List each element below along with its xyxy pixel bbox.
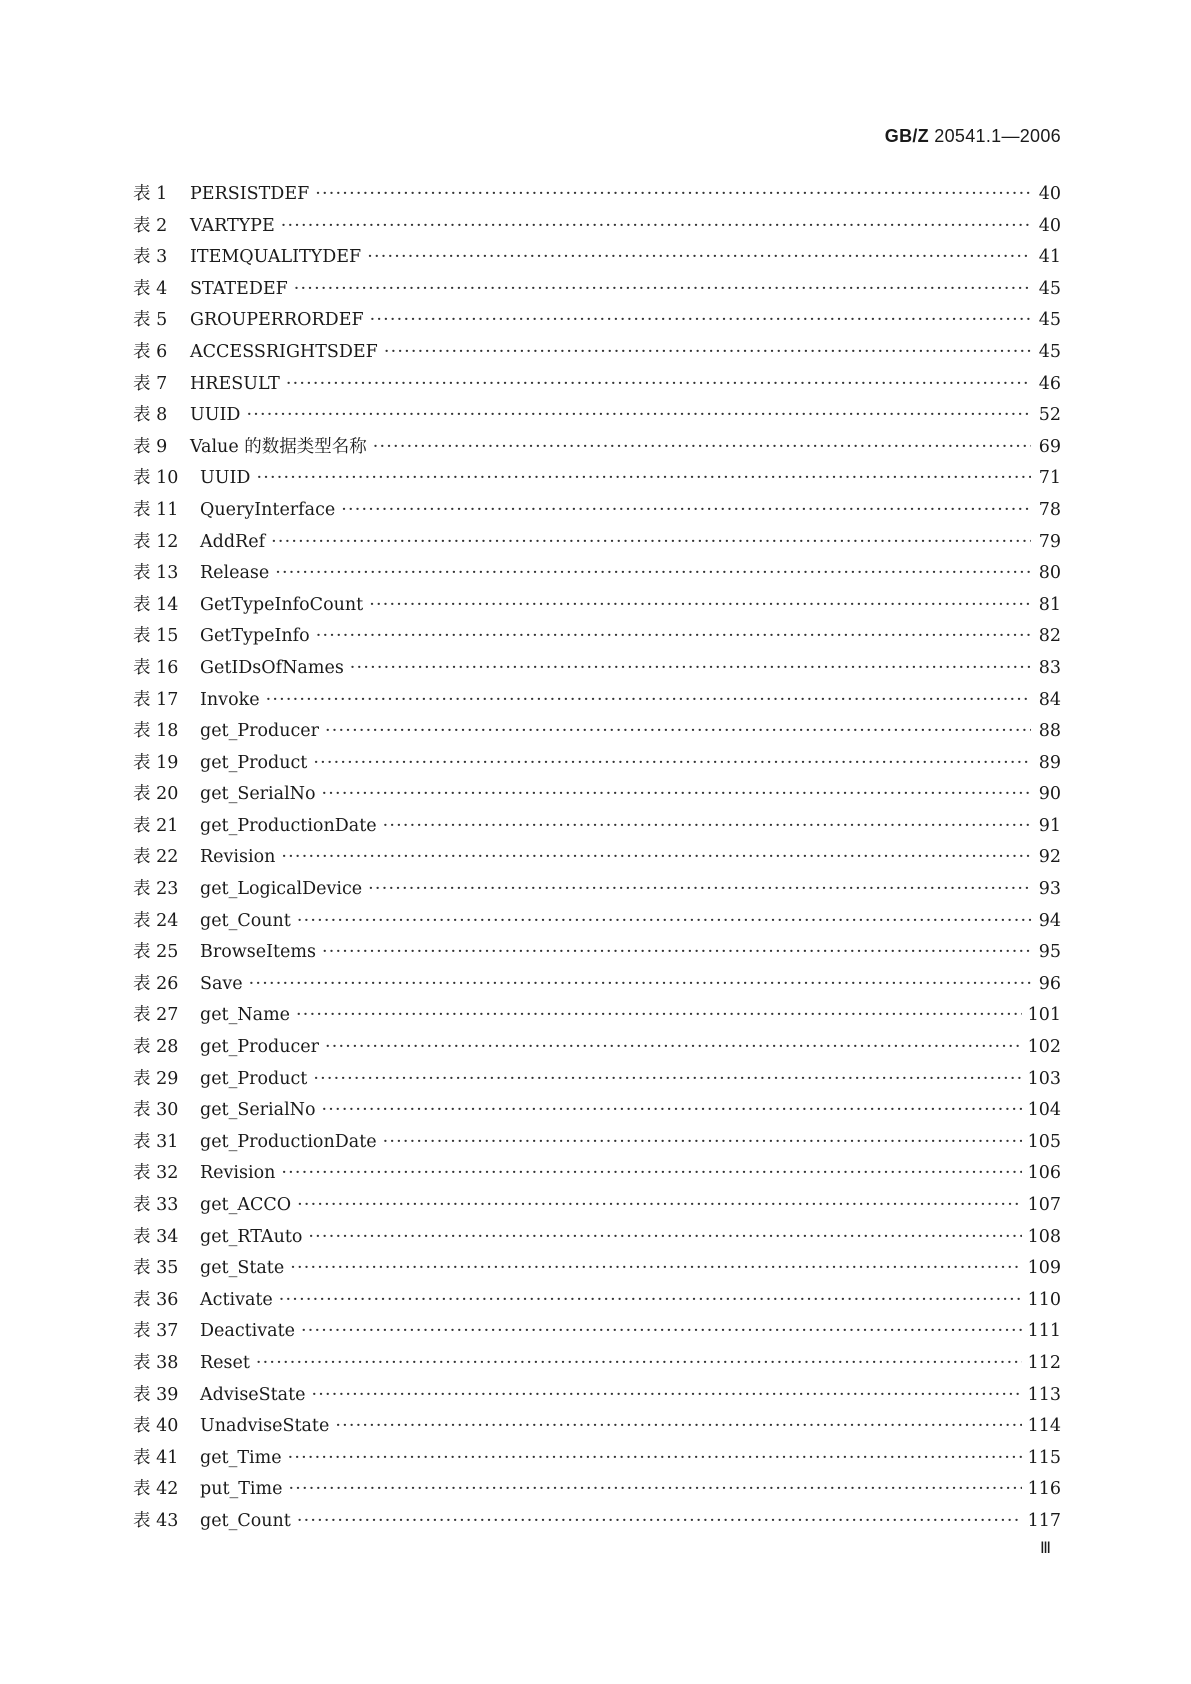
toc-entry-page: 69 <box>1038 436 1061 457</box>
toc-entry-title: get_ProductionDate <box>200 815 377 836</box>
toc-entry-page: 95 <box>1038 942 1061 963</box>
toc-entry-page: 40 <box>1038 184 1061 204</box>
toc-entry[interactable] <box>133 1475 1061 1507</box>
toc-entry-page: 113 <box>1027 1384 1061 1405</box>
dot-leader <box>316 626 1031 646</box>
toc-entry-number: 表 38 <box>133 1352 179 1373</box>
toc-entry-title: get_SerialNo <box>200 784 316 805</box>
toc-entry-title: Revision <box>200 1163 276 1184</box>
toc-entry-number: 表 30 <box>133 1100 179 1121</box>
toc-entry-title: Save <box>200 973 243 994</box>
toc-entry-title: Activate <box>200 1289 273 1310</box>
toc-entry[interactable] <box>133 1286 1061 1318</box>
toc-entry-page: 46 <box>1038 373 1061 394</box>
toc-entry-title: ITEMQUALITYDEF <box>190 247 362 268</box>
dot-leader <box>297 1511 1022 1531</box>
toc-entry-page: 89 <box>1038 752 1061 773</box>
toc-entry-page: 111 <box>1027 1321 1061 1342</box>
toc-entry-number: 表 36 <box>133 1289 179 1310</box>
toc-entry-number: 表 7 <box>133 373 168 394</box>
toc-entry-number: 表 35 <box>133 1258 179 1279</box>
toc-entry-title: get_Count <box>200 1510 291 1531</box>
dot-leader <box>369 595 1031 615</box>
toc-entry[interactable] <box>133 1191 1061 1223</box>
dot-leader <box>315 184 1031 204</box>
dot-leader <box>383 1132 1022 1152</box>
toc-entry-number: 表 41 <box>133 1447 179 1468</box>
toc-entry[interactable] <box>133 243 1061 275</box>
toc-entry[interactable] <box>133 433 1061 465</box>
dot-leader <box>383 816 1031 836</box>
toc-entry-title: Invoke <box>200 689 260 710</box>
toc-entry-number: 表 5 <box>133 310 168 331</box>
toc-entry-page: 112 <box>1027 1352 1061 1373</box>
toc-entry-page: 93 <box>1038 879 1061 900</box>
toc-entry[interactable] <box>133 306 1061 338</box>
toc-entry-title: BrowseItems <box>200 942 316 963</box>
toc-entry[interactable] <box>133 528 1061 560</box>
toc-entry-number: 表 25 <box>133 942 179 963</box>
toc-entry-page: 104 <box>1027 1100 1061 1121</box>
toc-entry-title: get_ProductionDate <box>200 1131 377 1152</box>
toc-entry-title: UnadviseState <box>200 1416 330 1437</box>
toc-entry-number: 表 6 <box>133 341 168 362</box>
toc-entry[interactable] <box>133 686 1061 718</box>
dot-leader <box>286 374 1031 394</box>
dot-leader <box>325 1037 1022 1057</box>
dot-leader <box>256 468 1031 488</box>
toc-entry[interactable] <box>133 780 1061 812</box>
toc-entry-page: 110 <box>1027 1289 1061 1310</box>
toc-entry-page: 90 <box>1038 784 1061 805</box>
toc-entry-number: 表 40 <box>133 1416 179 1437</box>
toc-entry-number: 表 12 <box>133 531 179 552</box>
toc-entry[interactable] <box>133 212 1061 244</box>
toc-entry-page: 102 <box>1027 1037 1061 1058</box>
toc-entry-number: 表 13 <box>133 563 179 584</box>
toc-entry-title: UUID <box>200 468 251 489</box>
toc-entry-title: HRESULT <box>190 373 280 394</box>
dot-leader <box>297 1195 1021 1215</box>
toc-entry-number: 表 14 <box>133 594 179 615</box>
toc-entry[interactable] <box>133 370 1061 402</box>
toc-entry[interactable] <box>133 1223 1061 1255</box>
toc-entry-page: 105 <box>1027 1131 1061 1152</box>
toc-entry-number: 表 20 <box>133 784 179 805</box>
toc-entry[interactable] <box>133 496 1061 528</box>
toc-entry-title: STATEDEF <box>190 278 288 299</box>
toc-entry-page: 45 <box>1038 341 1061 362</box>
toc-entry-page: 106 <box>1027 1163 1061 1184</box>
dot-leader <box>313 1069 1021 1089</box>
dot-leader <box>308 1227 1021 1247</box>
toc-entry-page: 94 <box>1038 910 1061 931</box>
toc-entry-number: 表 28 <box>133 1037 179 1058</box>
toc-entry[interactable] <box>133 1254 1061 1286</box>
toc-entry-number: 表 3 <box>133 247 168 268</box>
toc-entry-title: QueryInterface <box>200 499 336 520</box>
toc-entry[interactable] <box>133 1444 1061 1476</box>
toc-entry-title: Value 的数据类型名称 <box>190 436 367 457</box>
toc-entry-number: 表 8 <box>133 405 168 426</box>
toc-entry-number: 表 16 <box>133 657 179 678</box>
toc-entry[interactable] <box>133 1128 1061 1160</box>
toc-entry-title: get_ACCO <box>200 1195 292 1215</box>
toc-entry-page: 41 <box>1038 247 1061 268</box>
dot-leader <box>367 247 1031 267</box>
toc-entry-number: 表 9 <box>133 436 168 457</box>
toc-entry-page: 82 <box>1038 626 1061 647</box>
toc-entry-title: get_LogicalDevice <box>200 879 363 900</box>
toc-entry-page: 81 <box>1038 594 1061 615</box>
page-number-roman: Ⅲ <box>1039 1540 1051 1557</box>
toc-entry-number: 表 43 <box>133 1510 179 1531</box>
toc-entry[interactable] <box>133 717 1061 749</box>
toc-entry[interactable] <box>133 180 1061 212</box>
dot-leader <box>368 879 1031 899</box>
toc-entry-number: 表 21 <box>133 815 179 836</box>
toc-entry-title: UUID <box>190 405 241 426</box>
dot-leader <box>325 721 1031 741</box>
toc-entry[interactable] <box>133 875 1061 907</box>
dot-leader <box>296 1005 1022 1025</box>
dot-leader <box>312 1385 1022 1405</box>
toc-entry[interactable] <box>133 338 1061 370</box>
toc-entry[interactable] <box>133 622 1061 654</box>
toc-entry-title: get_Product <box>200 752 308 773</box>
toc-entry-number: 表 29 <box>133 1068 179 1089</box>
toc-entry-number: 表 4 <box>133 278 168 299</box>
toc-entry-title: get_RTAuto <box>200 1226 303 1247</box>
dot-leader <box>370 310 1031 330</box>
toc-entry-title: Release <box>200 563 270 584</box>
toc-entry-page: 52 <box>1038 405 1061 426</box>
dot-leader <box>246 405 1031 425</box>
toc-entry[interactable] <box>133 1381 1061 1413</box>
toc-entry-title: get_Product <box>200 1068 308 1089</box>
toc-entry[interactable] <box>133 1349 1061 1381</box>
dot-leader <box>322 784 1031 804</box>
toc-entry-number: 表 31 <box>133 1131 179 1152</box>
toc-entry-page: 103 <box>1027 1068 1061 1089</box>
toc-entry-page: 45 <box>1038 278 1061 299</box>
dot-leader <box>335 1416 1021 1436</box>
dot-leader <box>266 690 1031 710</box>
dot-leader <box>301 1321 1022 1341</box>
toc-entry-number: 表 19 <box>133 752 179 773</box>
toc-entry-title: GetIDsOfNames <box>200 657 344 678</box>
toc-entry[interactable] <box>133 907 1061 939</box>
toc-entry[interactable] <box>133 275 1061 307</box>
toc-entry-title: VARTYPE <box>190 215 275 236</box>
toc-entry-number: 表 32 <box>133 1163 179 1184</box>
toc-entry-page: 116 <box>1027 1479 1061 1500</box>
toc-entry[interactable] <box>133 843 1061 875</box>
toc-entry-page: 45 <box>1038 310 1061 331</box>
standard-code-prefix: GB/Z <box>884 126 929 146</box>
dot-leader <box>313 753 1031 773</box>
dot-leader <box>384 342 1031 362</box>
toc-entry[interactable] <box>133 938 1061 970</box>
toc-entry-page: 115 <box>1027 1447 1061 1468</box>
toc-entry-title: AdviseState <box>200 1384 306 1405</box>
toc-entry-page: 107 <box>1027 1195 1061 1215</box>
toc-entry-page: 114 <box>1027 1416 1061 1437</box>
toc-entry-number: 表 23 <box>133 879 179 900</box>
toc-entry-page: 79 <box>1038 531 1061 552</box>
toc-entry-number: 表 2 <box>133 215 168 236</box>
dot-leader <box>271 532 1031 552</box>
toc-entry-page: 78 <box>1038 499 1061 520</box>
toc-entry-title: get_Time <box>200 1447 282 1468</box>
dot-leader <box>281 1163 1021 1183</box>
toc-entry[interactable] <box>133 401 1061 433</box>
toc-entry[interactable] <box>133 591 1061 623</box>
toc-entry-title: put_Time <box>200 1479 283 1500</box>
toc-entry-title: get_Name <box>200 1005 291 1026</box>
toc-entry-number: 表 26 <box>133 973 179 994</box>
toc-entry-number: 表 42 <box>133 1479 179 1500</box>
standard-code-number: 20541.1—2006 <box>928 126 1061 146</box>
toc-entry-page: 84 <box>1038 689 1061 710</box>
toc-entry[interactable] <box>133 970 1061 1002</box>
toc-entry-page: 96 <box>1038 973 1061 994</box>
toc-entry-page: 117 <box>1027 1510 1061 1531</box>
toc-entry-page: 92 <box>1038 847 1061 868</box>
toc-entry-title: GetTypeInfo <box>200 626 310 647</box>
dot-leader <box>249 974 1031 994</box>
toc-entry-number: 表 27 <box>133 1005 179 1026</box>
toc-entry[interactable] <box>133 812 1061 844</box>
toc-entry-number: 表 22 <box>133 847 179 868</box>
dot-leader <box>350 658 1031 678</box>
toc-entry-page: 108 <box>1027 1226 1061 1247</box>
toc-entry-title: get_Producer <box>200 721 320 742</box>
toc-entry[interactable] <box>133 1507 1061 1539</box>
toc-entry-number: 表 18 <box>133 721 179 742</box>
toc-entry-number: 表 17 <box>133 689 179 710</box>
dot-leader <box>290 1258 1021 1278</box>
table-list <box>133 180 1061 1539</box>
toc-entry-title: Revision <box>200 847 276 868</box>
toc-entry-title: GROUPERRORDEF <box>190 310 364 331</box>
toc-entry-number: 表 11 <box>133 499 179 520</box>
toc-entry[interactable] <box>133 1159 1061 1191</box>
dot-leader <box>275 563 1031 583</box>
dot-leader <box>373 437 1031 457</box>
toc-entry[interactable] <box>133 749 1061 781</box>
toc-entry-number: 表 37 <box>133 1321 179 1342</box>
toc-entry[interactable] <box>133 1065 1061 1097</box>
toc-entry-title: Reset <box>200 1352 250 1373</box>
toc-entry-title: GetTypeInfoCount <box>200 594 364 615</box>
dot-leader <box>288 1479 1021 1499</box>
toc-entry-page: 101 <box>1027 1005 1061 1026</box>
dot-leader <box>288 1448 1022 1468</box>
toc-entry[interactable] <box>133 1033 1061 1065</box>
toc-entry[interactable] <box>133 464 1061 496</box>
toc-entry-title: get_Count <box>200 910 291 931</box>
toc-entry-title: get_Producer <box>200 1037 320 1058</box>
dot-leader <box>281 216 1031 236</box>
toc-entry-number: 表 39 <box>133 1384 179 1405</box>
toc-entry-number: 表 1 <box>133 184 168 204</box>
toc-entry-page: 91 <box>1038 815 1061 836</box>
dot-leader <box>294 279 1031 299</box>
toc-entry-title: AddRef <box>200 531 266 552</box>
toc-entry-number: 表 34 <box>133 1226 179 1247</box>
dot-leader <box>256 1353 1022 1373</box>
toc-entry-page: 71 <box>1038 468 1061 489</box>
toc-entry-number: 表 15 <box>133 626 179 647</box>
toc-entry[interactable] <box>133 1096 1061 1128</box>
toc-entry-page: 80 <box>1038 563 1061 584</box>
toc-entry-page: 88 <box>1038 721 1061 742</box>
toc-entry-page: 83 <box>1038 657 1061 678</box>
toc-entry-title: PERSISTDEF <box>190 184 310 204</box>
toc-entry[interactable] <box>133 1317 1061 1349</box>
toc-entry-number: 表 24 <box>133 910 179 931</box>
toc-entry-page: 40 <box>1038 215 1061 236</box>
toc-entry[interactable] <box>133 1001 1061 1033</box>
toc-entry-number: 表 10 <box>133 468 179 489</box>
toc-entry[interactable] <box>133 559 1061 591</box>
dot-leader <box>297 911 1031 931</box>
standard-code-header <box>885 126 1061 147</box>
toc-entry-number: 表 33 <box>133 1195 179 1215</box>
toc-entry-title: get_State <box>200 1258 285 1279</box>
toc-entry-title: Deactivate <box>200 1321 295 1342</box>
toc-entry[interactable] <box>133 654 1061 686</box>
dot-leader <box>279 1290 1022 1310</box>
dot-leader <box>281 847 1031 867</box>
toc-entry-page: 109 <box>1027 1258 1061 1279</box>
dot-leader <box>341 500 1031 520</box>
toc-entry-title: ACCESSRIGHTSDEF <box>190 341 378 362</box>
dot-leader <box>322 942 1031 962</box>
toc-entry-title: get_SerialNo <box>200 1100 316 1121</box>
toc-entry[interactable] <box>133 1412 1061 1444</box>
dot-leader <box>322 1100 1022 1120</box>
